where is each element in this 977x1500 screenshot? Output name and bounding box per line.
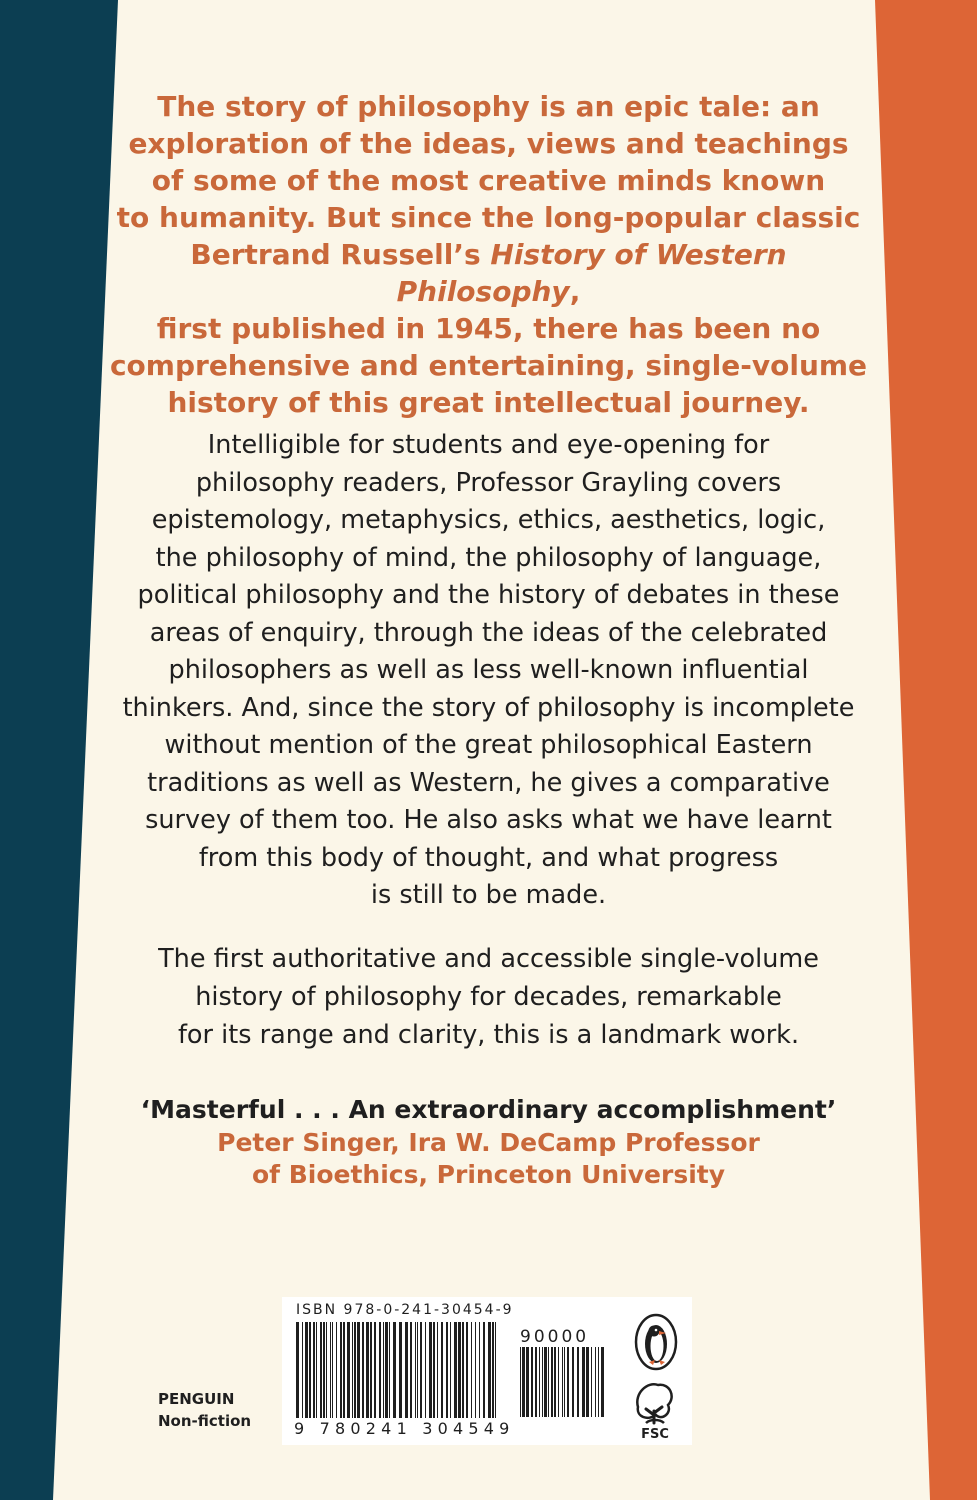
isbn-label: ISBN 978-0-241-30454-9 — [296, 1302, 514, 1318]
barcode-bar — [357, 1322, 360, 1418]
barcode-bar — [531, 1347, 533, 1417]
barcode-bar — [462, 1322, 464, 1418]
fsc-tree-icon — [632, 1379, 678, 1441]
barcode-bar — [577, 1347, 579, 1417]
description-paragraph: Intelligible for students and eye-opening for philosophy readers, Professor Grayling covers epistemology, metaphysics, ethics, aesthetics, logic, the philosophy of mind, the philosophy of language, political philosophy and the history of debates in these areas of enquiry, through the ideas of the celebrated philosophers as well as less well-known influential thinkers. And, since the story of philosophy is incomplete without mention of the great philosophical Eastern traditions as well as Western, he gives a comparative survey of them too. He also asks what we have learnt from this body of thought, and what progress is still to be made. — [122, 430, 855, 910]
barcode-bar — [582, 1347, 585, 1417]
barcode-panel — [282, 1297, 692, 1445]
barcode-bar — [446, 1322, 448, 1418]
barcode-bar — [389, 1322, 390, 1418]
barcode-bar — [316, 1322, 317, 1418]
barcode-bar — [544, 1347, 547, 1417]
barcode-bar — [483, 1322, 485, 1418]
barcode-bar — [554, 1347, 556, 1417]
barcode-bar — [548, 1347, 549, 1417]
barcode-bar — [558, 1347, 559, 1417]
publisher-imprint — [158, 1388, 251, 1432]
quote-text: ‘Masterful . . . An extraordinary accomplishment’ — [140, 1095, 837, 1124]
barcode-bar — [433, 1322, 435, 1418]
barcode-bar — [495, 1322, 496, 1418]
publisher-name: PENGUIN — [158, 1390, 235, 1408]
barcode-bar — [591, 1347, 592, 1417]
barcode-bar — [323, 1322, 325, 1418]
barcode-bar — [479, 1322, 480, 1418]
isbn-barcode — [296, 1322, 496, 1418]
addon-barcode — [520, 1347, 606, 1417]
barcode-bar — [598, 1347, 599, 1417]
barcode-bar — [450, 1322, 451, 1418]
barcode-bar — [343, 1322, 345, 1418]
barcode-bar — [410, 1322, 412, 1418]
barcode-bar — [542, 1347, 543, 1417]
barcode-bar — [520, 1347, 521, 1417]
barcode-bar — [374, 1322, 376, 1418]
barcode-bar — [429, 1322, 432, 1418]
barcode-bar — [296, 1322, 299, 1418]
barcode-bar — [441, 1322, 443, 1418]
review-quote — [100, 1094, 877, 1192]
barcode-bar — [309, 1322, 311, 1418]
right-orange-stripe — [875, 0, 977, 1500]
fsc-label: FSC — [641, 1427, 669, 1441]
barcode-bar — [454, 1322, 457, 1418]
barcode-bar — [313, 1322, 315, 1418]
barcode-bar — [522, 1347, 525, 1417]
barcode-bar — [475, 1322, 476, 1418]
quote-attribution: Peter Singer, Ira W. DeCamp Professor — [217, 1127, 760, 1157]
barcode-bar — [383, 1322, 384, 1418]
barcode-bar — [385, 1322, 388, 1418]
barcode-bar — [354, 1322, 356, 1418]
barcode-bar — [370, 1322, 372, 1418]
barcode-bar — [458, 1322, 461, 1418]
barcode-bar — [320, 1322, 322, 1418]
barcode-bar — [336, 1322, 337, 1418]
barcode-bar — [330, 1322, 331, 1418]
barcode-bar — [586, 1347, 589, 1417]
barcode-bar — [564, 1347, 565, 1417]
intro-blurb: The story of philosophy is an epic tale: an exploration of the ideas, views and teachings of some of the most creative minds known to humanity. But since the long-popular classic Bertrand Russell’s History of Western Philosophy, first published in 1945, there has been no comprehensive and entertaining, single-volume history of this great intellectual journey. — [109, 90, 868, 419]
barcode-bar — [302, 1322, 303, 1418]
barcode-bar — [393, 1322, 396, 1418]
quote-attribution: of Bioethics, Princeton University — [251, 1160, 726, 1189]
barcode-bar — [562, 1347, 563, 1417]
barcode-bar — [425, 1322, 426, 1418]
barcode-bar — [352, 1322, 353, 1418]
barcode-bar — [340, 1322, 342, 1418]
summary-paragraph: The first authoritative and accessible single-volume history of philosophy for decades, remarkable for its range and clarity, this is a landmark work. — [158, 944, 819, 1050]
barcode-bar — [326, 1322, 327, 1418]
barcode-bar — [601, 1347, 604, 1417]
barcode-bar — [437, 1322, 438, 1418]
category-label: Non-fiction — [158, 1412, 252, 1430]
barcode-bar — [535, 1347, 537, 1417]
barcode-bar — [332, 1322, 333, 1418]
barcode-bar — [539, 1347, 540, 1417]
barcode-bar — [399, 1322, 402, 1418]
barcode-bar — [417, 1322, 418, 1418]
barcode-bar — [526, 1347, 529, 1417]
book-title-reference: History of Western Philosophy — [396, 238, 787, 308]
barcode-bar — [420, 1322, 422, 1418]
barcode-bar — [488, 1322, 491, 1418]
barcode-bar — [305, 1322, 308, 1418]
barcode-bar — [572, 1347, 574, 1417]
barcode-bar — [415, 1322, 416, 1418]
barcode-bar — [466, 1322, 468, 1418]
barcode-bar — [362, 1322, 364, 1418]
barcode-bar — [595, 1347, 596, 1417]
barcode-bar — [347, 1322, 350, 1418]
barcode-bar — [567, 1347, 569, 1417]
barcode-bar — [379, 1322, 381, 1418]
barcode-bar — [471, 1322, 472, 1418]
barcode-digits: 9 780241 304549 — [294, 1419, 515, 1438]
barcode-bar — [492, 1322, 494, 1418]
barcode-bar — [551, 1347, 553, 1417]
penguin-logo-icon — [634, 1313, 678, 1371]
barcode-bar — [405, 1322, 408, 1418]
price-addon-number: 90000 — [520, 1327, 590, 1347]
barcode-bar — [366, 1322, 369, 1418]
